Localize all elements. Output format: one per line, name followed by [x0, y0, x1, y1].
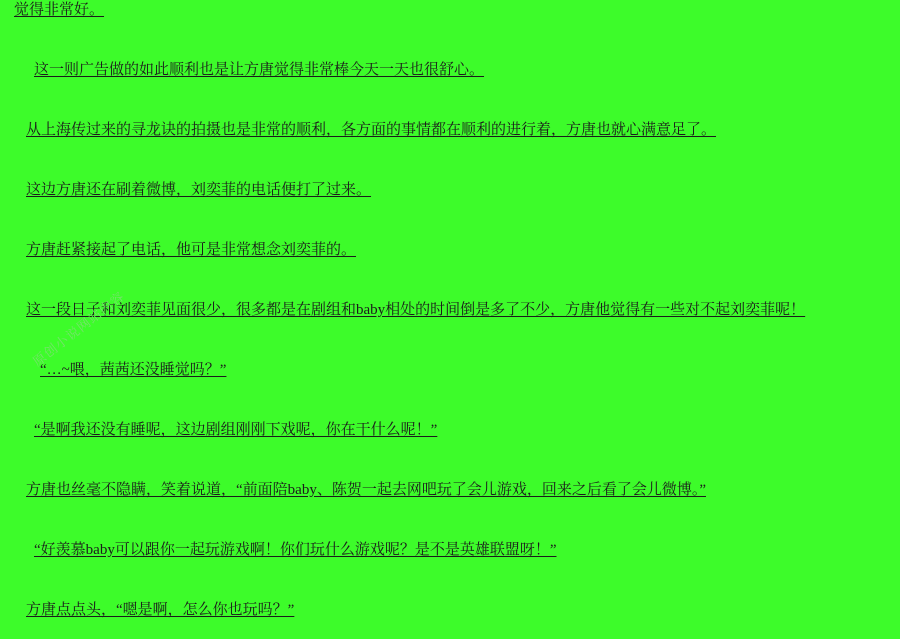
paragraph-text: “是啊我还没有睡呢，这边剧组刚刚下戏呢，你在干什么呢！”: [34, 422, 438, 438]
paragraph-text: “…~喂，茜茜还没睡觉吗？”: [40, 362, 227, 378]
paragraph-dialogue: [0, 420, 900, 440]
paragraph-text: 这一则广告做的如此顺利也是让方唐觉得非常棒今天一天也很舒心。: [34, 62, 485, 78]
paragraph-text: 从上海传过来的寻龙诀的拍摄也是非常的顺利，各方面的事情都在顺利的进行着，方唐也就心满意足了。: [26, 122, 717, 138]
paragraph: [0, 120, 900, 140]
paragraph-dialogue: [0, 540, 900, 560]
paragraph: [0, 60, 900, 80]
paragraph-text: 方唐赶紧接起了电话，他可是非常想念刘奕菲的。: [26, 242, 357, 258]
paragraph: [0, 0, 900, 20]
paragraph-text: 觉得非常好。: [14, 2, 105, 18]
paragraph-text: 这边方唐还在刷着微博，刘奕菲的电话便打了过来。: [26, 182, 372, 198]
paragraph: [0, 300, 900, 320]
paragraph: [0, 240, 900, 260]
paragraph-text: 这一段日子和刘奕菲见面很少，很多都是在剧组和baby相处的时间倒是多了不少，方唐他觉得有一些对不起刘奕菲呢！: [26, 302, 806, 318]
paragraph-text: “好羡慕baby可以跟你一起玩游戏啊！你们玩什么游戏呢？是不是英雄联盟呀！”: [34, 542, 557, 558]
paragraph-text: 方唐点点头，“嗯是啊，怎么你也玩吗？”: [26, 602, 295, 618]
paragraph-dialogue: [0, 360, 900, 380]
paragraph-text: 方唐也丝毫不隐瞒，笑着说道，“前面陪baby、陈贺一起去网吧玩了会儿游戏，回来之后看了会儿微博。”: [26, 482, 706, 498]
watermark-text: 原创小说网站内容: [29, 288, 128, 370]
paragraph: [0, 180, 900, 200]
paragraph: [0, 480, 900, 500]
paragraph: [0, 600, 900, 620]
